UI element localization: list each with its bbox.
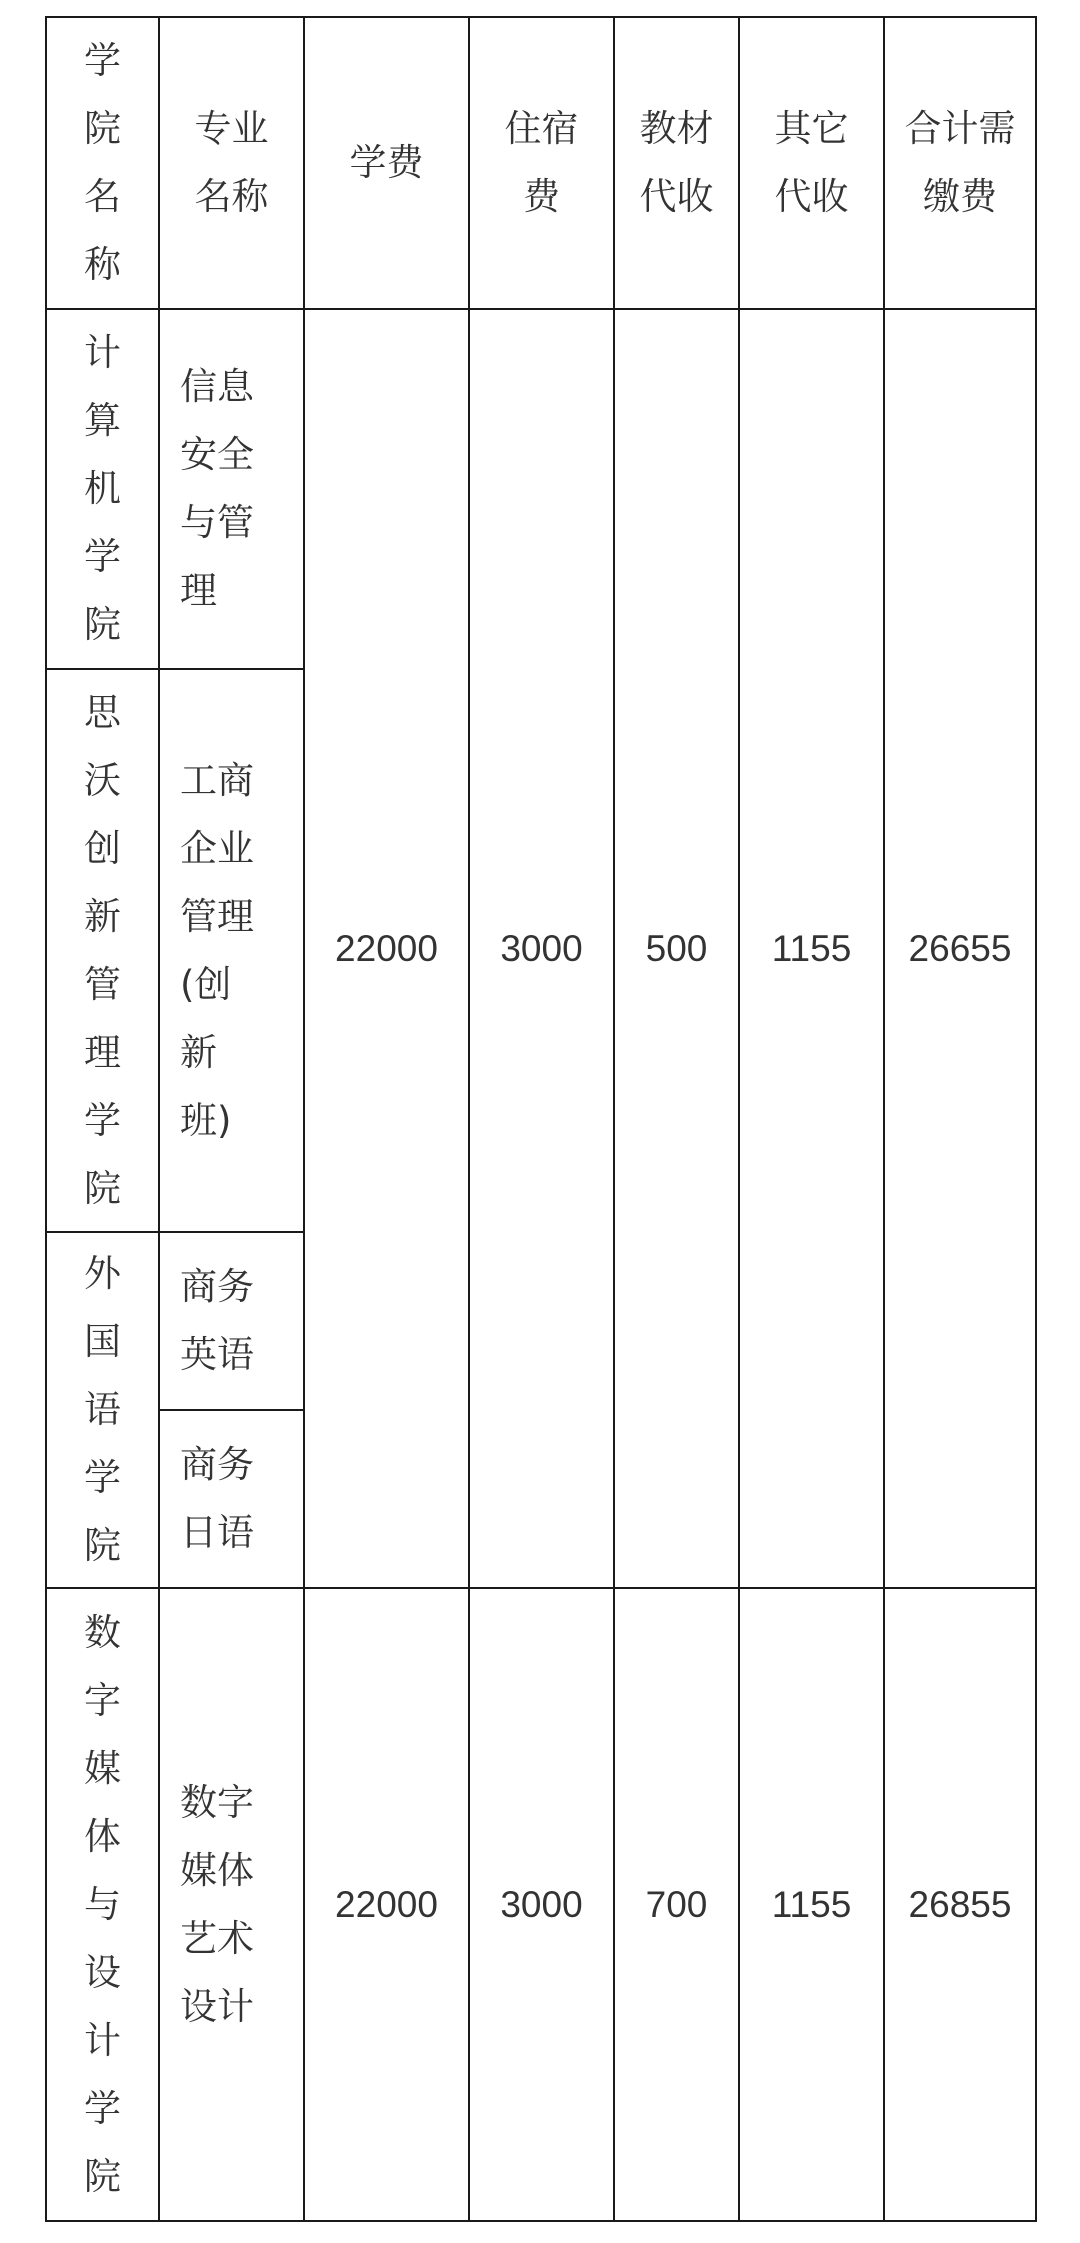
tuition-cell: 22000 (304, 1588, 469, 2221)
other-cell: 1155 (739, 309, 884, 1588)
dorm-cell: 3000 (469, 309, 614, 1588)
header-total: 合计需缴费 (884, 17, 1036, 309)
books-cell: 500 (614, 309, 739, 1588)
college-cell: 思沃创新管理学院 (46, 669, 159, 1232)
dorm-cell: 3000 (469, 1588, 614, 2221)
books-cell: 700 (614, 1588, 739, 2221)
major-cell: 数字媒体艺术设计 (159, 1588, 304, 2221)
header-tuition: 学费 (304, 17, 469, 309)
tuition-cell: 22000 (304, 309, 469, 1588)
table-row (46, 1588, 1036, 2221)
major-cell: 商务日语 (159, 1410, 304, 1588)
other-cell: 1155 (739, 1588, 884, 2221)
header-major: 专业名称 (159, 17, 304, 309)
table-row (46, 309, 1036, 669)
header-row (46, 17, 1036, 309)
fee-table (45, 16, 1037, 2222)
total-cell: 26855 (884, 1588, 1036, 2221)
header-dorm: 住宿费 (469, 17, 614, 309)
college-cell: 计算机学院 (46, 309, 159, 669)
major-cell: 工商企业管理(创新班) (159, 669, 304, 1232)
major-cell: 商务英语 (159, 1232, 304, 1410)
header-books: 教材代收 (614, 17, 739, 309)
total-cell: 26655 (884, 309, 1036, 1588)
college-cell: 外国语学院 (46, 1232, 159, 1588)
header-college: 学院名称 (46, 17, 159, 309)
college-cell: 数字媒体与设计学院 (46, 1588, 159, 2221)
header-other: 其它代收 (739, 17, 884, 309)
major-cell: 信息安全与管理 (159, 309, 304, 669)
